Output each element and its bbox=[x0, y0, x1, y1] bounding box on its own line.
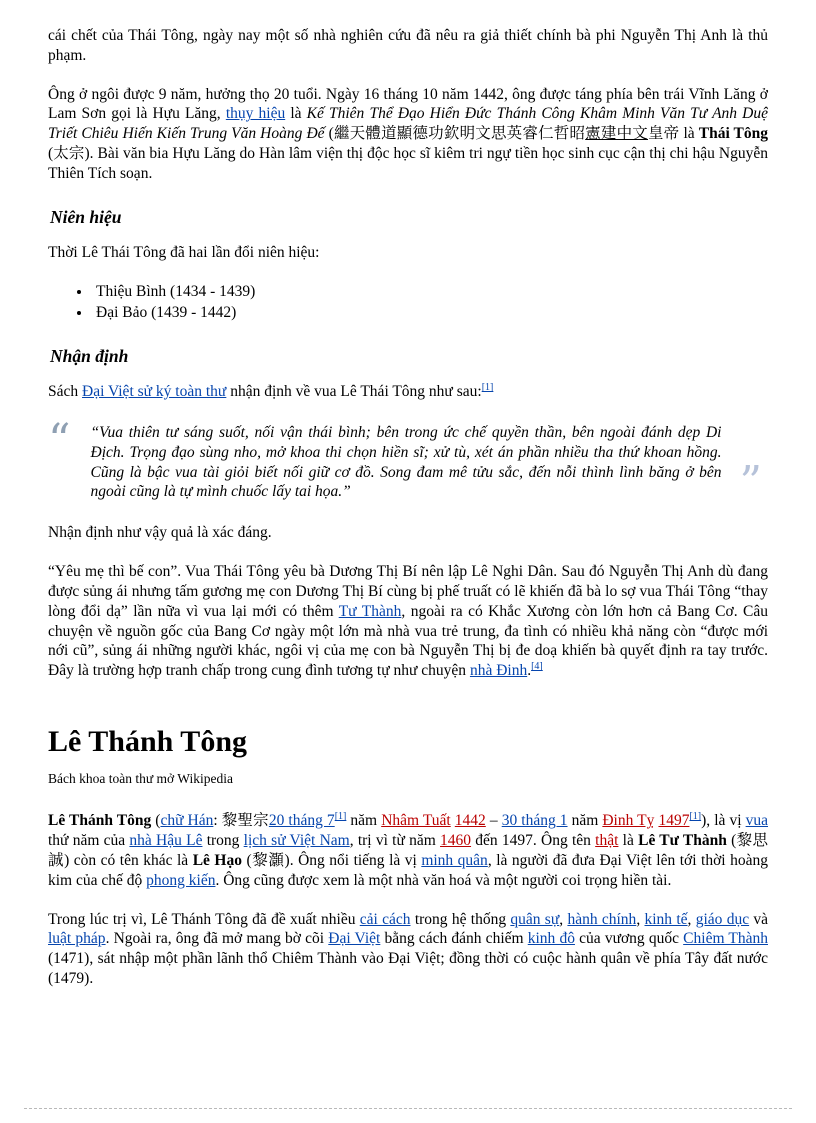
list-item: • Thiệu Bình (1434 - 1439) bbox=[92, 282, 768, 302]
text-run: Kế Thiên Thể Đạo Hiển Đức Thánh Công Khâm Minh Văn Tư Anh Duệ Triết Chiêu Hiến Kiến Trung Văn Hoàng Đế bbox=[48, 105, 769, 143]
text-run: là bbox=[285, 105, 307, 123]
wiki-link[interactable]: 1497 bbox=[658, 812, 690, 830]
paragraph: Thời Lê Thái Tông đã hai lần đổi niên hiệu: bbox=[48, 244, 320, 262]
text-run: . Ngoài ra, ông đã mở mang bờ cõi bbox=[105, 930, 329, 948]
text-run: 憲建中文 bbox=[585, 125, 648, 143]
text-run: là bbox=[618, 832, 639, 850]
text-run: 皇帝 là bbox=[647, 125, 699, 143]
section-heading-nhan-dinh: Nhận định bbox=[50, 345, 129, 366]
wiki-link[interactable]: Chiêm Thành bbox=[683, 930, 768, 948]
wiki-link[interactable]: nhà Đinh bbox=[469, 662, 528, 680]
text-run: (黎思誠) còn có tên khác là bbox=[48, 832, 769, 869]
text-run: thứ năm của bbox=[48, 832, 130, 850]
text-run: năm bbox=[567, 812, 603, 830]
text-run: : 黎聖宗 bbox=[213, 812, 269, 830]
wiki-link[interactable]: vua bbox=[745, 812, 769, 830]
text-run: Sách bbox=[48, 383, 83, 401]
text-run: trong hệ thống bbox=[410, 910, 511, 928]
text-run: đến 1497. Ông tên bbox=[471, 832, 596, 850]
page-break-divider bbox=[24, 1108, 792, 1109]
paragraph bbox=[48, 811, 768, 890]
wiki-link[interactable]: Đại Việt bbox=[328, 930, 381, 948]
text-run: (1471), sát nhập một phần lãnh thổ Chiêm Thành vào Đại Việt; đồng thời có cuộc hành quân về phía Tây đất nước (1479). bbox=[48, 950, 768, 988]
quote-close-icon: ” bbox=[739, 456, 762, 508]
text-run: – bbox=[485, 812, 502, 830]
reference-link[interactable]: [1] bbox=[689, 811, 702, 823]
text-run: “Yêu mẹ thì bế con”. Vua Thái Tông yêu bà Dương Thị Bí nên lập Lê Nghi Dân. Sau đó Nguyễn Thị Anh dù đang được sủng ái nhưng tấm gương mẹ con Dương Thị Bí cùng bị phế truất có lẽ khiến đã bà lo sợ vua Thái Tông “thay lòng đổi dạ” lần nữa vì vua lại mới có thêm bbox=[48, 563, 768, 620]
wiki-link[interactable]: Đinh Tỵ bbox=[602, 812, 655, 830]
wiki-link[interactable]: 1460 bbox=[440, 832, 472, 850]
text-run: , bbox=[687, 910, 696, 928]
text-run: , là người đã đưa Đại Việt lên tới thời hoàng kim của chế độ bbox=[48, 851, 768, 889]
wiki-link[interactable]: quân sự bbox=[510, 910, 560, 928]
text-run: nhận định về vua Lê Thái Tông như sau: bbox=[226, 383, 482, 401]
blockquote bbox=[48, 414, 762, 508]
text-run: . bbox=[527, 662, 532, 680]
text-run: , bbox=[636, 910, 645, 928]
era-name-list bbox=[48, 282, 768, 323]
quote-text: “Vua thiên tư sáng suốt, nối vận thái bình; bên trong ức chế quyền thần, bên ngoài đánh dẹp Di Địch. Trọng đạo sùng nho, mở khoa thi chọn hiền sĩ; xử tù, xét án phần nhiều tha thứ khoan hồng. Cũng là bậc vua tài giỏi biết nối giữ cơ đồ. Song đam mê tửu sắc, đến nỗi thình lình băng ở bên ngoài cũng là tự mình chuốc lấy tai họa.” bbox=[90, 423, 722, 501]
text-run: Lê Tư Thành bbox=[638, 832, 727, 850]
reference-link[interactable]: [1] bbox=[334, 811, 347, 823]
wiki-link[interactable]: thật bbox=[595, 832, 619, 850]
wiki-link[interactable]: chữ Hán bbox=[160, 812, 214, 830]
wiki-link[interactable]: 1442 bbox=[454, 812, 486, 830]
text-run: Lê Hạo bbox=[192, 851, 242, 869]
text-run: Thái Tông bbox=[698, 125, 769, 143]
superscript-reference bbox=[482, 382, 494, 393]
wiki-link[interactable]: phong kiến bbox=[146, 871, 216, 889]
text-run: Lê Thánh Tông bbox=[48, 812, 152, 830]
reference-link[interactable]: [1] bbox=[481, 381, 494, 393]
article-title: Lê Thánh Tông bbox=[48, 725, 247, 758]
wiki-link[interactable]: giáo dục bbox=[695, 910, 750, 928]
text-run: trong bbox=[202, 832, 244, 850]
wiki-link[interactable]: Tư Thành bbox=[338, 602, 402, 620]
text-run: (繼天體道顯德功欽明文思英睿仁哲昭 bbox=[324, 125, 586, 143]
text-run: Trong lúc trị vì, Lê Thánh Tông đã đề xuất nhiều bbox=[48, 910, 360, 928]
wiki-link[interactable]: minh quân bbox=[421, 851, 488, 869]
text-run: ( bbox=[151, 812, 161, 830]
paragraph bbox=[48, 26, 768, 66]
quote-open-icon: “ bbox=[48, 414, 71, 466]
superscript-reference bbox=[531, 661, 543, 672]
superscript-reference bbox=[689, 811, 701, 822]
wiki-link[interactable]: Nhâm Tuất bbox=[381, 812, 451, 830]
wiki-link[interactable]: cải cách bbox=[359, 910, 411, 928]
text-run: , bbox=[559, 910, 568, 928]
wiki-link[interactable]: 20 tháng 7 bbox=[268, 812, 335, 830]
reference-link[interactable]: [4] bbox=[531, 661, 543, 673]
paragraph bbox=[48, 562, 768, 681]
paragraph bbox=[48, 382, 768, 402]
list-item: • Đại Bảo (1439 - 1442) bbox=[92, 303, 768, 323]
wiki-link[interactable]: Đại Việt sử ký toàn thư bbox=[82, 383, 227, 401]
text-run: (太宗). Bài văn bia Hựu Lăng do Hàn lâm viện thị độc học sĩ kiêm tri ngự tiền học sinh cục cận thị chi hậu Nguyễn Thiên Tích soạn. bbox=[48, 145, 768, 182]
text-run: , trị vì từ năm bbox=[349, 832, 441, 850]
text-run: bằng cách đánh chiếm bbox=[380, 930, 528, 948]
superscript-reference bbox=[335, 811, 347, 822]
text-run: cái chết của Thái Tông, ngày nay một số nhà nghiên cứu đã nêu ra giả thiết chính bà phi Nguyễn Thị Anh là thủ phạm. bbox=[48, 27, 768, 64]
section-heading-nien-hieu: Niên hiệu bbox=[50, 206, 122, 227]
text-run: Ông ở ngôi được 9 năm, hưởng thọ 20 tuổi. Ngày 16 tháng 10 năm 1442, ông được táng phía bên trái Vĩnh Lăng ở Lam Sơn gọi là Hựu Lăng, bbox=[48, 85, 768, 123]
wiki-link[interactable]: nhà Hậu Lê bbox=[129, 832, 203, 850]
wiki-link[interactable]: 30 tháng 1 bbox=[501, 812, 568, 830]
wiki-link[interactable]: hành chính bbox=[567, 910, 637, 928]
text-run: (黎灝). Ông nổi tiếng là vị bbox=[241, 851, 422, 869]
wiki-link[interactable]: lịch sử Việt Nam bbox=[243, 832, 350, 850]
wiki-link[interactable]: kinh tế bbox=[644, 910, 688, 928]
wiki-link[interactable]: kinh đô bbox=[527, 930, 575, 948]
paragraph bbox=[48, 85, 768, 184]
text-run: và bbox=[749, 910, 769, 928]
wiki-link[interactable]: luật pháp bbox=[48, 930, 106, 948]
text-run: ), là vị bbox=[701, 812, 746, 830]
text-run: , ngoài ra có Khắc Xương còn lớn hơn cả Bang Cơ. Câu chuyện về nguồn gốc của Bang Cơ ngày một lớn mà nhà vua trẻ trung, đa tình có nhiều khả năng còn “được mới nới cũ”, sủng ái những người khác, ngôi vị của mẹ con bà Nguyễn Thị bị đe doạ khiến bà quyết định ra tay trước. Đây là trường hợp tranh chấp trong cung đình tương tự như chuyện bbox=[48, 602, 769, 680]
text-run: . Ông cũng được xem là một nhà văn hoá và một người coi trọng hiền tài. bbox=[215, 871, 672, 889]
text-run: năm bbox=[346, 812, 382, 830]
paragraph: Nhận định như vậy quả là xác đáng. bbox=[48, 524, 272, 542]
paragraph bbox=[48, 910, 768, 989]
wikipedia-tagline: Bách khoa toàn thư mở Wikipedia bbox=[48, 771, 233, 786]
wiki-link[interactable]: thụy hiệu bbox=[225, 105, 286, 123]
text-run: của vương quốc bbox=[574, 930, 684, 948]
